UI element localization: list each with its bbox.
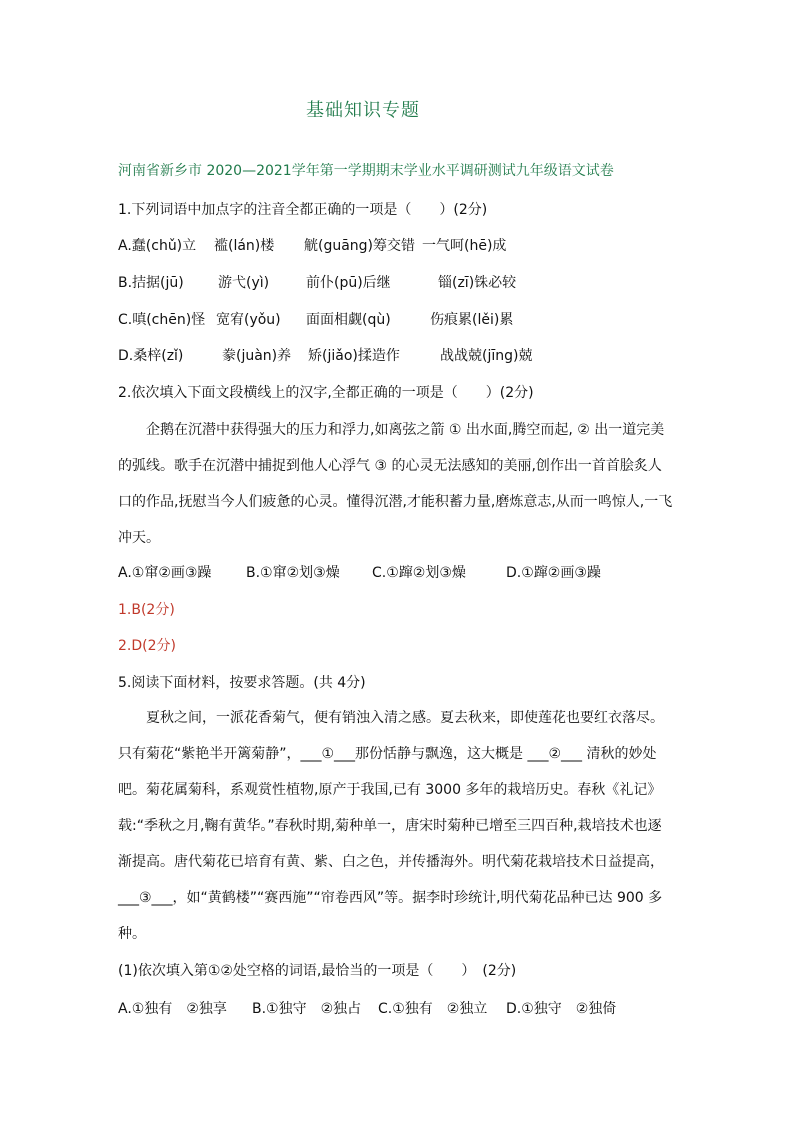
q1-option-d-3: 矫(jiǎo)揉造作 [308,348,400,364]
q1-option-b-3: 前仆(pū)后继 [306,275,391,291]
q1-option-d-2: 豢(juàn)养 [222,348,292,364]
q2-option-d: D.①蹿②画③躁 [506,565,601,581]
q1-option-a-4: 一气呵(hē)成 [422,238,507,254]
q2-option-b: B.①窜②划③燥 [246,565,340,581]
q1-option-d-1: D.桑梓(zǐ) [118,348,184,364]
q2-options [118,563,676,583]
q2-option-c: C.①蹿②划③燥 [372,565,466,581]
q1-option-b-2: 游弋(yì) [218,275,270,291]
page-title: 基础知识专题 [306,100,420,121]
q1-option-row-b [118,273,676,293]
q1-option-c-3: 面面相觑(qù) [306,312,391,328]
q5-sub1-option-d: D.①独守 ②独倚 [506,1001,617,1017]
q1-option-c-1: C.嗔(chēn)怪 [118,312,206,328]
q1-option-c-4: 伤痕累(lěi)累 [430,312,514,328]
q1-stem: 1.下列词语中加点字的注音全都正确的一项是（ ）(2分) [118,202,488,218]
q1-option-d-4: 战战兢(jīng)兢 [440,348,533,364]
q5-passage: 夏秋之间，一派花香菊气，便有销浊入清之感。夏去秋来，即使莲花也要红衣落尽。只有菊花“紫艳半开篱菊静”，___①___那份恬静与飘逸，这大概是 ___②___ 清秋的妙处吧。菊花属菊科，系观赏性植物,原产于我国,已有 3000 多年的栽培历史。春秋《礼记》载:“季秋之月,鞠有黄华。”春秋时期,菊种单一，唐宋时菊种已增至三四百种,栽培技术也逐渐提高。唐代菊花已培育有黄、紫、白之色，并传播海外。明代菊花栽培技术日益提高，___③___，如“黄鹤楼”“赛西施”“帘卷西风”等。据李时珍统计,明代菊花品种已达 900 多种。 [118,710,664,942]
q5-sub1-option-a: A.①独有 ②独享 [118,1001,227,1017]
q5-stem: 5.阅读下面材料，按要求答题。(共 4分) [118,675,366,691]
answer-2: 2.D(2分) [118,638,176,654]
q1-option-b-4: 锱(zī)铢必较 [438,275,517,291]
q2-stem: 2.依次填入下面文段横线上的汉字,全都正确的一项是（ ）(2分) [118,385,534,401]
exam-title: 河南省新乡市 2020—2021学年第一学期期末学业水平调研测试九年级语文试卷 [118,163,614,179]
q5-sub1-option-b: B.①独守 ②独占 [252,1001,362,1017]
q5-sub1-option-c: C.①独有 ②独立 [378,1001,488,1017]
q1-option-a-2: 褴(lán)楼 [214,238,275,254]
q1-option-row-d [118,346,676,366]
q2-option-a: A.①窜②画③躁 [118,565,212,581]
q1-option-b-1: B.拮据(jū) [118,275,184,291]
q1-option-a-1: A.蠢(chǔ)立 [118,238,197,254]
q5-sub1-stem: (1)依次填入第①②处空格的词语,最恰当的一项是（ ） (2分) [118,963,517,979]
q1-option-row-a [118,236,676,256]
q5-sub1-options [118,999,676,1019]
answer-1: 1.B(2分) [118,602,175,618]
q1-option-c-2: 宽宥(yǒu) [216,312,281,328]
q2-passage: 企鹅在沉潜中获得强大的压力和浮力,如离弦之箭 ① 出水面,腾空而起, ② 出一道完美的弧线。歌手在沉潜中捕捉到他人心浮气 ③ 的心灵无法感知的美丽,创作出一首首脍炙人口的作品,抚慰当今人们疲惫的心灵。懂得沉潜,才能积蓄力量,磨炼意志,从而一鸣惊人,一飞冲天。 [118,422,673,546]
q1-option-row-c [118,310,676,330]
q1-option-a-3: 觥(guāng)筹交错 [304,238,416,254]
